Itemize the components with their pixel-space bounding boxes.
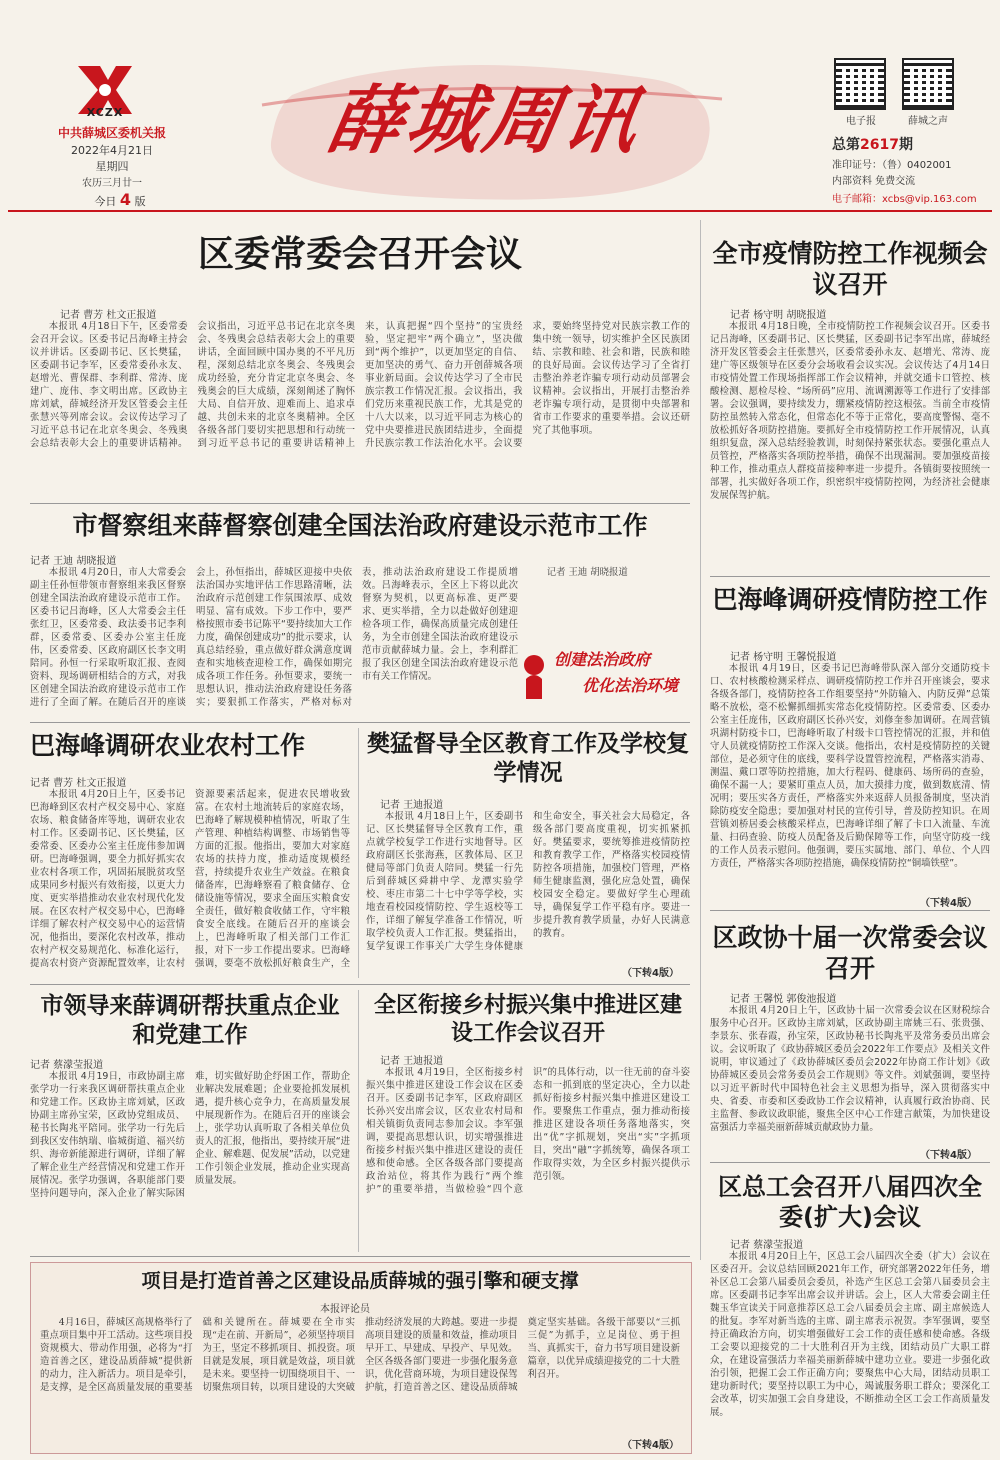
slogan-line2: 优化法治环境	[582, 676, 679, 695]
byline-a10: 记者 蔡濛莹报道	[730, 1240, 804, 1251]
qr-right-label: 薛城之声	[908, 116, 948, 127]
slogan-line1: 创建法治政府	[554, 650, 651, 669]
byline-a2: 记者 杨守明 胡晓报道	[730, 310, 827, 321]
body-a4: 本报讯 4月19日，区委书记巴海峰带队深入部分交通防疫卡口、农村核酸检测采样点、调研疫情防控工作并召开座谈会，要求各级各部门，疫情防控各工作组要坚持“外防输入、内防反弹”总策略不放松，毫不松懈抓细抓实常态化疫情防控。区委常委、区委办公室主任庞伟，区政府副区长孙兴安，刘修奎参加调研。在周营镇巩湖村防疫卡口，巴海峰听取了村级卡口管控情况的汇报，并和值守人员就疫情防控工作深入交谈。他指出，农村是疫情防控的关键部位，是必须守住的底线，要科学设置管控流程，严格落实消毒、测温、戴口罩等防控措施，加大行程码、健康码、场所码的查验，确保不漏一人；要紧盯重点人员，加大摸排力度，做到数底清、情况明；要压实各方责任，严格落实外来返薛人员报备制度，坚决消除防疫安全隐患；要加强对村民的宣传引导，普及防控知识。在周营镇刘桥居委会核酸采样点，巴海峰详细了解了卡口入流量、车流量、扫码查验、防疫人员配备及后勤保障等工作，向坚守防疫一线的工作人员表示慰问。他强调，要压实属地、部门、单位、个人四方责任，严格落实各项防控措施，确保疫情防控“铜墙铁壁”。	[710, 663, 990, 869]
body-a2: 本报讯 4月18日晚，全市疫情防控工作视频会议召开。区委书记吕海峰，区委副书记、区长樊猛，区委副书记李军出席，薛城经济开发区管委会主任张慧兴，区委常委孙永友、赵增光、常涛、庞建广等区级领导在区委分会场收看会议实况。会议传达了4月14日市疫情处置工作现场指挥部工作会议精神，并就交通卡口管控、核酸检测、愿检尽检、“场所码”应用、流调溯源等工作进行了安排部署。会议强调，要持续发力，绷紧疫情防控这根弦。当前全市疫情防控虽然转入常态化，但常态化不等于正常化，要高度警惕、毫不放松抓好各项防控措施。要抓好全市疫情防控工作开展情况，认真组织复盘，深入总结经验教训，时刻保持紧张状态。要强化重点人员管控，严格落实各项防控举措，确保不出现漏洞。要加强疫苗接种工作，推动重点人群疫苗接种率进一步提升。各镇街要按照统一部署，扎实做好各项工作，织密织牢疫情防控网，为经济社会健康发展保驾护航。	[710, 321, 990, 501]
body-a11: 4月16日，薛城区高规格举行了重点项目集中开工活动。这些项目投资规模大、带动作用强，必将为“打造首善之区，建设品质薛城”提供新的动力，注入新活力。项目是牵引，是支撑，是全区高质量发展的重要基础和关键所在。薛城要在全市实现“走在前、开新局”，必须坚持项目为王，坚定不移抓项目、抓投资。项目就是发展，项目就是效益，项目就是未来。要坚持一切围绕项目干、一切聚焦项目转，以项目建设的大突破推动经济发展的大跨越。要进一步提高项目建设的质量和效益，推动项目早开工、早建成、早投产、早见效。全区各级各部门要进一步强化服务意识，优化营商环境，为项目建设保驾护航，打造首善之区、建设品质薛城奠定坚实基础。各级干部要以“三抓三促”为抓手，立足岗位、勇于担当、真抓实干，奋力书写项目建设新篇章，以优异成绩迎接党的二十大胜利召开。	[40, 1317, 680, 1393]
body-a7: 本报讯 4月20日上午，区政协十届一次常委会议在区财税综合服务中心召开。区政协主席刘斌，区政协副主席姚三石、张贵强、李景东、张春霞，孙宝荣，区政协秘书长陶兆平及常务委员出席会议。会议听取了《政协薛城区委员会2022年工作要点》及相关文件说明，审议通过了《政协薛城区委员会2022年协商工作计划》《政协薛城区委员会常务委员会工作规则》等文件。刘斌强调，要坚持以习近平新时代中国特色社会主义思想为指导，深入贯彻落实中央、省委、市委和区委政协工作会议精神，认真履行政治协商、民主监督、参政议政职能，聚焦全区中心工作建言献策，为加快建设富强活力幸福美丽新薛城贡献政协力量。	[710, 1005, 990, 1133]
body-a10: 本报讯 4月20日上午，区总工会八届四次全委（扩大）会议在区委召开。会议总结回顾2021年工作，研究部署2022年任务，增补区总工会第八届委员会委员，补选产生区总工会第八届委员会主席。区委副书记李军出席会议并讲话。会上，区人大常委会副主任魏玉华宣读关于同意推荐区总工会八届委员会主席、副主席候选人的批复。李军对新当选的主席、副主席表示祝贺。李军强调，要坚持正确政治方向，切实增强做好工会工作的责任感和使命感。各级工会要以迎接党的二十大胜利召开为主线，团结动员广大职工群众，在建设富强活力幸福美丽新薛城中建功立业。要进一步强化政治引领，把握工会工作正确方向；要聚焦中心大局，团结动员职工建功新时代；要坚持以职工为中心，竭诚服务职工群众；要深化工会改革，切实加强工会自身建设，不断推动全区工会工作高质量发展。	[710, 1251, 990, 1418]
byline-a11: 本报评论员	[320, 1304, 370, 1315]
qr-left-label: 电子报	[846, 116, 876, 127]
byline-a5: 记者 曹芳 杜文正报道	[30, 778, 127, 789]
email: 电子邮箱：xcbs@vip.163.com	[832, 194, 977, 205]
byline-a6: 记者 王迪报道	[380, 800, 444, 811]
headline-a2: 全市疫情防控工作视频会议召开	[712, 239, 988, 300]
masthead-rule	[8, 210, 992, 212]
date: 2022年4月21日	[71, 144, 153, 157]
lunar-date: 农历三月廿一	[82, 178, 142, 189]
divider-a8-v	[358, 990, 359, 1252]
issue-number: 总第2617期	[832, 137, 913, 153]
divider-a6	[30, 984, 690, 985]
column-divider	[700, 220, 701, 1260]
headline-a1: 区委常委会召开会议	[197, 234, 522, 275]
byline-a4: 记者 杨守明 王馨悦报道	[730, 652, 837, 663]
body-a8: 本报讯 4月19日，市政协副主席张学功一行来我区调研帮扶重点企业和党建工作。区政协主席刘斌，区政协副主席孙宝荣，区政协党组成员、秘书长陶兆平陪同。张学功一行先后到我区安伟纳瑞、临城街道、福兴纺织、海帝新能源进行调研，详细了解了解企业生产经营情况和党建工作开展情况。张学功强调，各职能部门要坚持问题导向，深入企业了解实际困难，切实做好助企纾困工作，帮助企业解决发展难题；企业要抢抓发展机遇，提升核心竞争力，在高质量发展中展现新作为。在随后召开的座谈会上，张学功认真听取了各相关单位负责人的汇报，他指出，要持续开展“进企业、解难题、促发展”活动，以党建工作引领企业发展，推动企业实现高质量发展。	[30, 1071, 350, 1199]
turn-a4: （下转4版）	[920, 898, 977, 909]
weekday: 星期四	[95, 160, 129, 173]
divider-a2	[710, 576, 990, 577]
slogan-graphic	[520, 645, 700, 703]
newspaper-title: 薛城周讯	[321, 78, 649, 164]
headline-a9: 全区衔接乡村振兴集中推进区建设工作会议召开	[373, 993, 682, 1046]
divider-a4	[710, 910, 990, 911]
body-a3: 本报讯 4月20日，市人大常委会副主任孙恒带领市督察组来我区督察创建全国法治政府建设示范市工作。区委书记吕海峰，区人大常委会主任张红卫，区委常委、政法委书记李利群，区委常委、区委办公室主任庞伟，区委常委、区政府副区长李文明陪同。孙恒一行采取听取汇报、查阅资料、现场调研相结合的方式，对我区创建全国法治政府建设示范市工作进行了全面了解。在随后召开的座谈会上，孙恒指出，薛城区迎接中央依法治国办实地评估工作思路清晰，法治政府示范创建工作氛围浓厚、成效明显、富有成效。下步工作中，要严格按照市委书记陈平“要持续加大工作力度，确保创建成功”的批示要求，认真总结经验，重点做好群众满意度调查和实地核查迎检工作，确保如期完成各项工作任务。孙恒要求，要统一思想认识，推动法治政府建设任务落实；要狠抓工作落实，严格对标对表，推动法治政府建设工作提质增效。吕海峰表示，全区上下将以此次督察为契机，以更高标准、更严要求、更实举措，全力以赴做好创建迎检各项工作，确保高质量完成创建任务，为全市创建全国法治政府建设示范市贡献薛城力量。会上，李利群汇报了我区创建全国法治政府建设示范市有关工作情况。	[30, 567, 518, 708]
headline-a8: 市领导来薛调研帮扶重点企业和党建工作	[40, 993, 340, 1048]
byline-a1: 记者 曹芳 杜文正报道	[60, 310, 157, 321]
headline-a4: 巴海峰调研疫情防控工作	[712, 585, 988, 614]
body-a3-tail: 记者 王迪 胡晓报道	[546, 567, 628, 578]
headline-a7: 区政协十届一次常委会议召开	[712, 923, 988, 984]
headline-a3: 市督察组来薛督察创建全国法治政府建设示范市工作	[72, 511, 648, 540]
body-a9: 本报讯 4月19日，全区衔接乡村振兴集中推进区建设工作会议在区委召开。区委副书记李军，区政府副区长孙兴安出席会议，区农业农村局和相关镇街负责同志参加会议。李军强调，要提高思想认识，切实增强推进衔接乡村振兴集中推进区建设的责任感和使命感。全区各级各部门要提高政治站位，将其作为践行“两个维护”的重要举措，当做检验“四个意识”的具体行动，以一往无前的奋斗姿态和一抓到底的坚定决心，全力以赴抓好衔接乡村振兴集中推进区建设工作。要聚焦工作重点，强力推动衔接推进区建设各项任务落地落实，突出“优”字抓规划，突出“实”字抓项目，突出“融”字抓统筹，确保各项工作取得实效，为全区乡村振兴提供示范引领。	[366, 1067, 690, 1195]
body-a6: 本报讯 4月18日上午，区委副书记、区长樊猛督导全区教育工作，重点就学校复学工作进行实地督导。区政府副区长张海燕，区教体局、区卫健局等部门负责人陪同。樊猛一行先后到薛城区舜耕中学、龙潭实验学校、枣庄市第二十七中学等学校，实地查看校园疫情防控、学生返校等工作，详细了解复学准备工作情况，听取学校负责人工作汇报。樊猛指出，复学复课工作事关广大学生身体健康和生命安全，事关社会大局稳定，各级各部门要高度重视，切实抓紧抓好。樊猛要求，要统筹推进疫情防控和教育教学工作，严格落实校园疫情防控各项措施，加强校门管理，严格师生健康监测，强化应急处置，确保校园安全稳定。要做好学生心理疏导，确保复学工作平稳有序。要进一步提升教育教学质量，办好人民满意的教育。	[366, 811, 690, 952]
print-permit: 准印证号：（鲁）0402001	[832, 160, 952, 171]
headline-a5: 巴海峰调研农业农村工作	[30, 731, 306, 760]
headline-a11: 项目是打造首善之区建设品质薛城的强引擎和硬支撑	[141, 1270, 579, 1292]
byline-a7: 记者 王馨悦 郭俊池报道	[730, 994, 837, 1005]
byline-a8: 记者 蔡濛莹报道	[30, 1060, 104, 1071]
organization-label: 中共薛城区委机关报	[57, 126, 166, 140]
headline-a10: 区总工会召开八届四次全委(扩大)会议	[718, 1173, 982, 1231]
headline-a6: 樊猛督导全区教育工作及学校复学情况	[367, 731, 689, 786]
divider-a5-v	[358, 728, 359, 978]
divider-a3	[30, 722, 690, 723]
qr-code-epaper[interactable]	[834, 58, 886, 110]
today-pages: 今日 4 版	[94, 190, 146, 209]
byline-a9: 记者 王迪报道	[380, 1056, 444, 1067]
qr-code-voice[interactable]	[902, 58, 954, 110]
internal-notice: 内部资料 免费交流	[832, 176, 916, 187]
logo-text: XCZX	[86, 106, 124, 119]
divider-a9	[30, 1256, 690, 1257]
turn-a6: （下转4版）	[622, 968, 679, 979]
byline-a3: 记者 王迪 胡晓报道	[30, 556, 117, 567]
divider-a7	[710, 1162, 990, 1163]
body-a5: 本报讯 4月20日上午，区委书记巴海峰到区农村产权交易中心、家庭农场、粮食储备库等地，调研农业农村工作。区委副书记、区长樊猛，区委常委、区委办公室主任庞伟参加调研。巴海峰强调，要全力抓好抓实农业农村各项工作，巩固拓展脱贫攻坚成果同乡村振兴有效衔接，以更大力度、更实举措推动农业农村现代化发展。在区农村产权交易中心，巴海峰详细了解农村产权交易中心的运营情况，他指出，要深化农村改革，推动农村产权交易规范化、标准化运行，提高农村资产资源配置效率，让农村资源要素活起来，促进农民增收致富。在农村土地流转后的家庭农场，巴海峰了解规模种植情况，听取了生产管理、种植结构调整、市场销售等方面的汇报。他指出，要加大对家庭农场的扶持力度，推动适度规模经营，持续提升农业生产效益。在粮食储备库，巴海峰察看了粮食储存、仓储设施等情况，要求全面压实粮食安全责任，做好粮食收储工作，守牢粮食安全底线。在随后召开的座谈会上，巴海峰听取了相关部门工作汇报，对下一步工作提出要求。巴海峰强调，要毫不放松抓好粮食生产，全	[30, 789, 350, 969]
divider-a1	[30, 503, 690, 504]
turn-a7: （下转4版）	[920, 1150, 977, 1161]
body-a1: 本报讯 4月18日下午，区委常委会召开会议。区委书记吕海峰主持会议并讲话。区委副书记、区长樊猛，区委副书记李军，区委常委孙永友、赵增光、曹保群、李利群、常涛、庞建广、庞伟、李文明出席。区政协主席刘斌，薛城经济开发区管委会主任张慧兴等列席会议。会议传达学习了习近平总书记在北京冬奥会、冬残奥会总结表彰大会上的重要讲话精神。会议指出，习近平总书记在北京冬奥会、冬残奥会总结表彰大会上的重要讲话，全面回顾中国办奥的不平凡历程，深刻总结北京冬奥会、冬残奥会成功经验，充分肯定北京冬奥会、冬残奥会的巨大成绩，深刻阐述了胸怀大局、自信开放、迎难而上、追求卓越、共创未来的北京冬奥精神。全区各级各部门要切实把思想和行动统一到习近平总书记的重要讲话精神上来，认真把握“四个坚持”的宝贵经验，坚定把牢“两个确立”，坚决做到“两个维护”，以更加坚定的自信、更加坚决的勇气、奋力开创薛城各项事业新局面。会议传达学习了全市民族宗教工作情况汇报。会议指出，我们党历来重视民族工作，尤其是党的十八大以来，以习近平同志为核心的党中央要推进民族团结进步，全面提升民族宗教工作法治化水平。会议要求，要始终坚持党对民族宗教工作的集中统一领导，切实维护全区民族团结、宗教和睦、社会和谐，民族和睦的良好局面。会议传达学习了全省打击整治养老诈骗专项行动动员部署会议精神。会议指出，开展打击整治养老诈骗专项行动，是贯彻中央部署和省市工作要求的重要举措。会议还研究了其他事项。	[30, 321, 690, 449]
turn-a11: （下转4版）	[622, 1440, 679, 1451]
